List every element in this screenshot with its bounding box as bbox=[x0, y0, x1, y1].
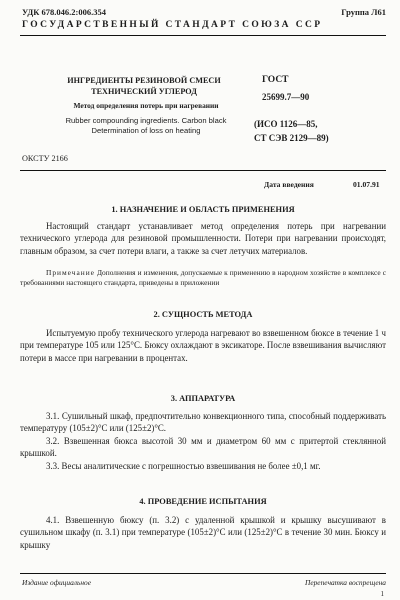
udk-code: УДК 678.046.2:006.354 bbox=[22, 7, 106, 17]
footer-official-edition: Издание официальное bbox=[22, 578, 91, 587]
section-heading-2: 2. СУЩНОСТЬ МЕТОДА bbox=[153, 310, 253, 319]
footer-rule bbox=[20, 573, 386, 574]
section-1-text: Настоящий стандарт устанавливает метод определения потерь при нагревании технического углерода для резиновой промышленности. Потери при нагревании происходят, главным образом, за счет потери влаги, а также за счет летучих материалов. bbox=[20, 221, 386, 256]
section-3-item-2: 3.2. Взвешенная бюкса высотой 30 мм и диаметром 60 мм с притертой стеклянной крышкой. bbox=[20, 436, 386, 459]
section-4-text: 4.1. Взвешенную бюксу (п. 3.2) с удаленной крышкой и крышку высушивают в сушильном шкафу (п. 3.1) при температуре (105±2)°С или (125±2)°С в течение 30 мин. Бюксу и крышку bbox=[20, 515, 386, 550]
section-heading-1: 1. НАЗНАЧЕНИЕ И ОБЛАСТЬ ПРИМЕНЕНИЯ bbox=[111, 205, 295, 214]
iso-reference-1: (ИСО 1126—85, bbox=[254, 119, 318, 129]
section-3-item-1: 3.1. Сушильный шкаф, предпочтительно конвекционного типа, способный поддерживать температуру (105±2)°С или (125±2)°С. bbox=[20, 411, 386, 434]
intro-date-label: Дата введения bbox=[264, 180, 314, 189]
title-block-rule bbox=[20, 170, 386, 171]
section-3-item-3: 3.3. Весы аналитические с погрешностью взвешивания не более ±0,1 мг. bbox=[46, 461, 321, 471]
section-1-note bbox=[20, 268, 386, 288]
intro-date-value: 01.07.91 bbox=[353, 180, 380, 189]
english-title: Rubber compounding ingredients. Carbon black Determination of loss on heating bbox=[65, 116, 227, 135]
section-heading-4: 4. ПРОВЕДЕНИЕ ИСПЫТАНИЯ bbox=[139, 497, 267, 506]
state-standard-banner: ГОСУДАРСТВЕННЫЙ СТАНДАРТ СОЮЗА ССР bbox=[22, 20, 323, 30]
note-label: Примечание bbox=[46, 268, 95, 277]
gost-number: 25699.7—90 bbox=[262, 92, 310, 102]
document-title: ИНГРЕДИЕНТЫ РЕЗИНОВОЙ СМЕСИ ТЕХНИЧЕСКИЙ УГЛЕРОД bbox=[67, 76, 221, 96]
method-subtitle: Метод определения потерь при нагревании bbox=[73, 101, 219, 110]
group-code: Группа Л61 bbox=[341, 7, 386, 17]
section-2-text: Испытуемую пробу технического углерода нагревают во взвешенном бюксе в течение 1 ч при температуре 105 или 125°С. Бюксу охлаждают в эксикаторе. После взвешивания вычисляют потери в массе при нагревании в процентах. bbox=[20, 328, 386, 363]
gost-label: ГОСТ bbox=[262, 75, 289, 85]
page-number: 1 bbox=[380, 590, 384, 598]
header-rule bbox=[20, 35, 386, 36]
iso-reference-2: СТ СЭВ 2129—89) bbox=[254, 133, 329, 143]
note-text: Дополнения и изменения, допускаемые к применению в народном хозяйстве в комплексе с требованиями настоящего стандарта, приведены в приложении bbox=[20, 268, 386, 287]
footer-reprint-prohibited: Перепечатка воспрещена bbox=[304, 578, 386, 587]
okstu-code: ОКСТУ 2166 bbox=[22, 154, 68, 163]
section-heading-3: 3. АППАРАТУРА bbox=[170, 394, 236, 403]
